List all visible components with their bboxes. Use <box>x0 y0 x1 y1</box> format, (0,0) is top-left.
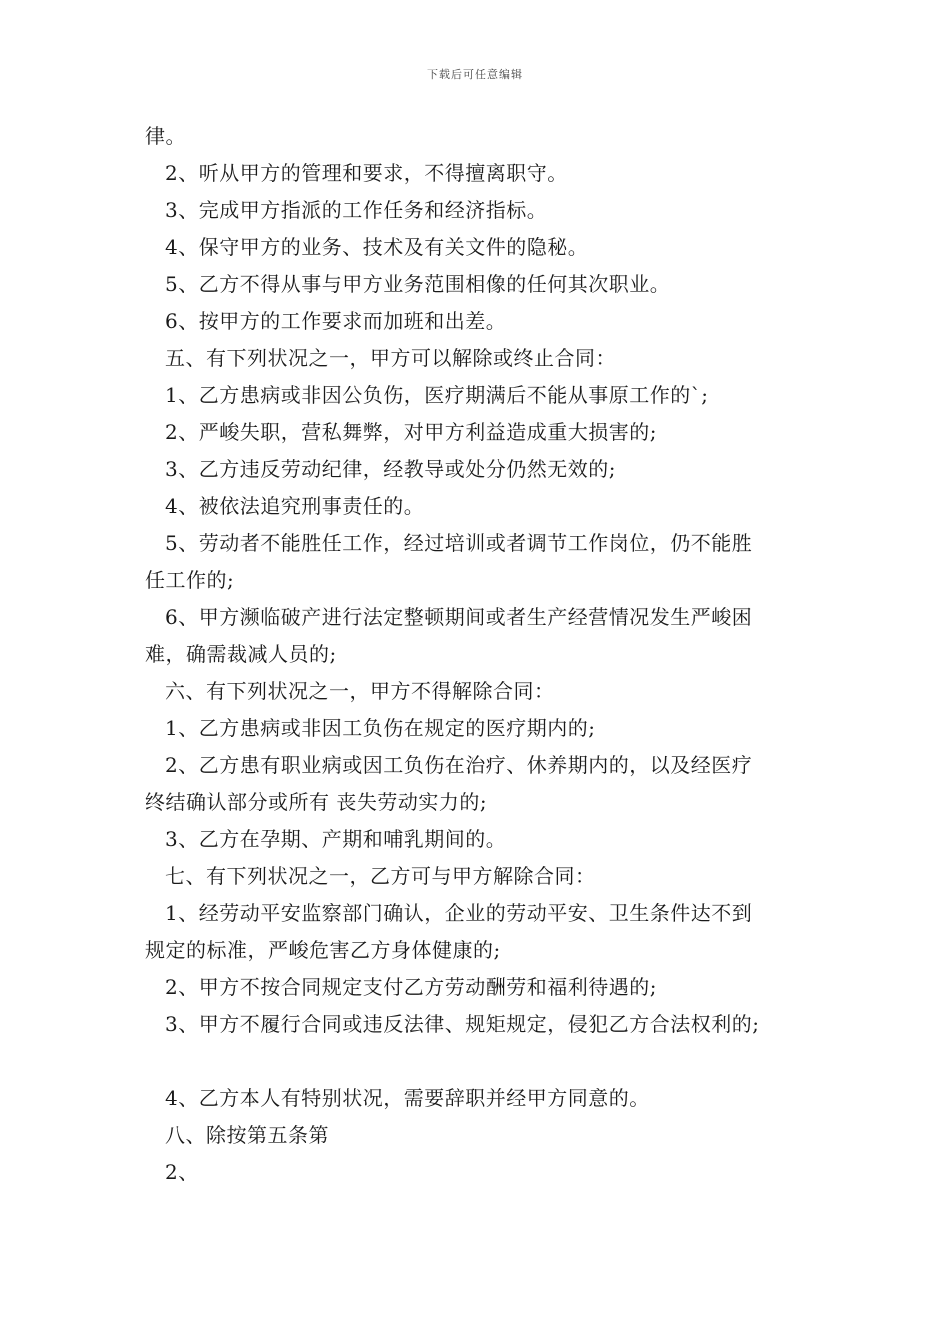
page-header: 下载后可任意编辑 <box>427 68 523 81</box>
paragraph-line: 2、严峻失职，营私舞弊，对甲方利益造成重大损害的; <box>165 420 657 444</box>
section-heading: 七、有下列状况之一，乙方可与甲方解除合同： <box>165 864 596 888</box>
blank-line <box>145 1043 815 1080</box>
paragraph-line: 规定的标准，严峻危害乙方身体健康的; <box>145 938 501 962</box>
paragraph-line: 4、被依法追究刑事责任的。 <box>165 494 425 518</box>
paragraph-line: 任工作的; <box>145 568 235 592</box>
paragraph-line: 4、乙方本人有特别状况，需要辞职并经甲方同意的。 <box>165 1086 650 1110</box>
paragraph-line: 3、乙方违反劳动纪律，经教导或处分仍然无效的; <box>165 457 616 481</box>
paragraph-line: 3、乙方在孕期、产期和哺乳期间的。 <box>165 827 507 851</box>
section-heading: 八、除按第五条第 <box>165 1123 329 1147</box>
paragraph-line: 难，确需裁减人员的; <box>145 642 337 666</box>
paragraph-line: 3、完成甲方指派的工作任务和经济指标。 <box>165 198 548 222</box>
paragraph-line: 5、劳动者不能胜任工作，经过培训或者调节工作岗位，仍不能胜 <box>165 531 753 555</box>
paragraph-line: 2、甲方不按合同规定支付乙方劳动酬劳和福利待遇的; <box>165 975 657 999</box>
paragraph-line: 2、 <box>165 1160 199 1184</box>
paragraph-line: 终结确认部分或所有 丧失劳动实力的; <box>145 790 488 814</box>
section-heading: 六、有下列状况之一，甲方不得解除合同： <box>165 679 555 703</box>
paragraph-line: 4、保守甲方的业务、技术及有关文件的隐秘。 <box>165 235 589 259</box>
document-body <box>145 118 815 1191</box>
paragraph-line: 1、经劳动平安监察部门确认，企业的劳动平安、卫生条件达不到 <box>165 901 753 925</box>
section-heading: 五、有下列状况之一，甲方可以解除或终止合同： <box>165 346 616 370</box>
paragraph-line: 2、乙方患有职业病或因工负伤在治疗、休养期内的，以及经医疗 <box>165 753 753 777</box>
paragraph-line: 律。 <box>145 124 186 148</box>
paragraph-line: 1、乙方患病或非因工负伤在规定的医疗期内的; <box>165 716 596 740</box>
paragraph-line: 2、听从甲方的管理和要求，不得擅离职守。 <box>165 161 568 185</box>
paragraph-line: 6、按甲方的工作要求而加班和出差。 <box>165 309 507 333</box>
paragraph-line: 6、甲方濒临破产进行法定整顿期间或者生产经营情况发生严峻困 <box>165 605 753 629</box>
paragraph-line: 3、甲方不履行合同或违反法律、规矩规定，侵犯乙方合法权利的; <box>165 1012 760 1036</box>
paragraph-line: 1、乙方患病或非因公负伤，医疗期满后不能从事原工作的`; <box>165 383 709 407</box>
paragraph-line: 5、乙方不得从事与甲方业务范围相像的任何其次职业。 <box>165 272 671 296</box>
